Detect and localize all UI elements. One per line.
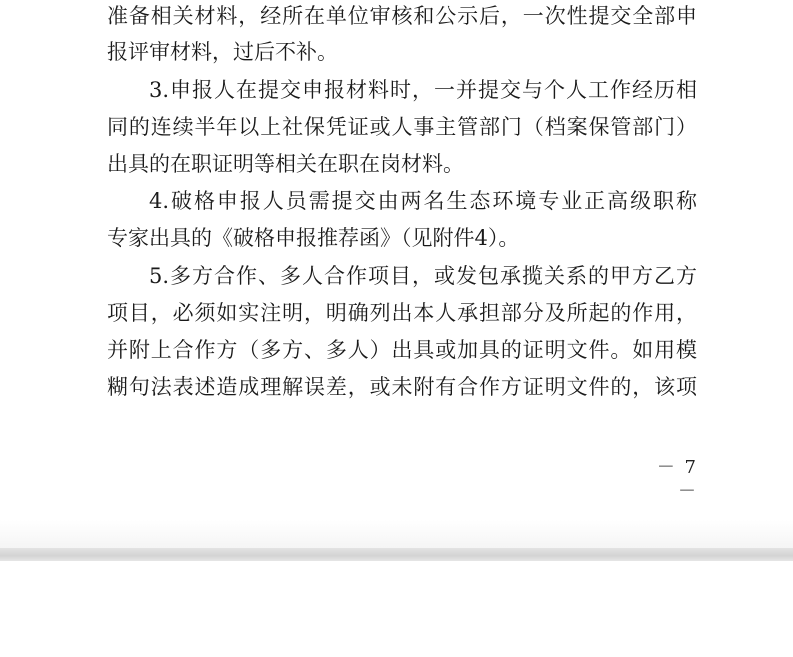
text-line: 4.破格申报人员需提交由两名生态环境专业正高级职称: [149, 189, 697, 213]
page-bottom-shadow: [0, 520, 793, 548]
text-line: 糊句法表述造成理解误差，或未附有合作方证明文件的，该项: [107, 375, 697, 399]
next-page-area: [0, 561, 793, 657]
text-line: 5.多方合作、多人合作项目，或发包承揽关系的甲方乙方: [149, 264, 697, 288]
text-line: 项目，必须如实注明，明确列出本人承担部分及所起的作用，: [107, 301, 697, 325]
text-line: 3.申报人在提交申报材料时，一并提交与个人工作经历相: [149, 78, 697, 102]
page-separator: [0, 548, 793, 561]
text-line: 专家出具的《破格申报推荐函》（见附件4）。: [107, 226, 520, 250]
text-line: 同的连续半年以上社保凭证或人事主管部门（档案保管部门）: [107, 115, 697, 139]
text-line: 出具的在职证明等相关在职在岗材料。: [107, 152, 464, 176]
text-line: 并附上合作方（多方、多人）出具或加具的证明文件。如用模: [107, 338, 697, 362]
page-number: － 7 －: [656, 457, 698, 502]
text-line: 准备相关材料，经所在单位审核和公示后，一次性提交全部申: [107, 4, 697, 28]
text-line: 报评审材料，过后不补。: [107, 40, 338, 64]
